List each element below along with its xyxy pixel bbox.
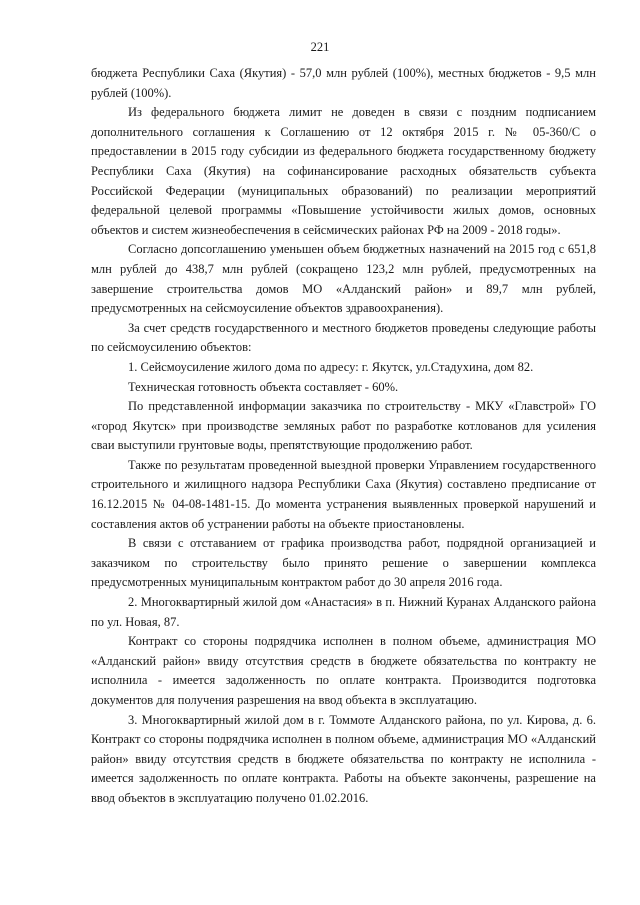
paragraph: По представленной информации заказчика по строительству - МКУ «Главстрой» ГО «город Якутск» при производстве земляных работ по разработке котлованов для усиления сваи выступили грунтовые воды, препятствующие продолжению работ. [91,399,596,453]
paragraph: За счет средств государственного и местного бюджетов проведены следующие работы по сейсмоусилению объектов: [91,320,596,355]
paragraph: 1. Сейсмоусиление жилого дома по адресу: г. Якутск, ул.Стадухина, дом 82. [128,359,534,374]
paragraph: 3. Многоквартирный жилой дом в г. Томмоте Алданского района, по ул. Кирова, д. 6. Контракт со стороны подрядчика исполнен в полном объеме, администрация МО «Алданский район» ввиду отсутствия средств в бюджете обязательства по контракту не исполнила - имеется задолженность по оплате контракта. Работы на объекте закончены, разрешение на ввод объектов в эксплуатацию получено 01.02.2016. [91,712,596,805]
body-text [91,64,596,809]
paragraph: В связи с отставанием от графика производства работ, подрядной организацией и заказчиком по строительству было принято решение о завершении комплекса предусмотренных муниципальным контрактом работ до 30 апреля 2016 года. [91,536,596,590]
paragraph: Также по результатам проведенной выездной проверки Управлением государственного строительного и жилищного надзора Республики Саха (Якутия) составлено предписание от 16.12.2015 № 04-08-1481-15. До момента устранения выявленных проверкой нарушений и составления актов об устранении работы на объекте приостановлены. [91,457,596,531]
paragraph: бюджета Республики Саха (Якутия) - 57,0 млн рублей (100%), местных бюджетов - 9,5 млн рублей (100%). [91,66,596,100]
paragraph: Из федерального бюджета лимит не доведен в связи с поздним подписанием дополнительного соглашения к Соглашению от 12 октября 2015 г. № 05-360/С о предоставлении в 2015 году субсидии из федерального бюджета государственному бюджету Республики Саха (Якутия) на софинансирование расходных обязательств субъекта Российской Федерации (муниципальных образований) по реализации мероприятий федеральной целевой программы «Повышение устойчивости жилых домов, основных объектов и систем жизнеобеспечения в сейсмических районах РФ на 2009 - 2018 годы». [91,105,596,237]
paragraph: Контракт со стороны подрядчика исполнен в полном объеме, администрация МО «Алданский район» ввиду отсутствия средств в бюджете обязательства по контракту не исполнила - имеется задолженность по оплате контракта. Производится подготовка документов для получения разрешения на ввод объекта в эксплуатацию. [91,634,596,707]
page-number: 221 [310,40,330,54]
paragraph: Согласно допсоглашению уменьшен объем бюджетных назначений на 2015 год с 651,8 млн рублей до 438,7 млн рублей (сокращено 123,2 млн рублей, предусмотренных на завершение строительства домов МО «Алданский район» и 89,7 млн рублей, предусмотренных на сейсмоусиление объектов здравоохранения). [91,242,596,316]
paragraph: 2. Многоквартирный жилой дом «Анастасия» в п. Нижний Куранах Алданского района по ул. Новая, 87. [91,595,596,629]
paragraph: Техническая готовность объекта составляет - 60%. [128,379,399,394]
